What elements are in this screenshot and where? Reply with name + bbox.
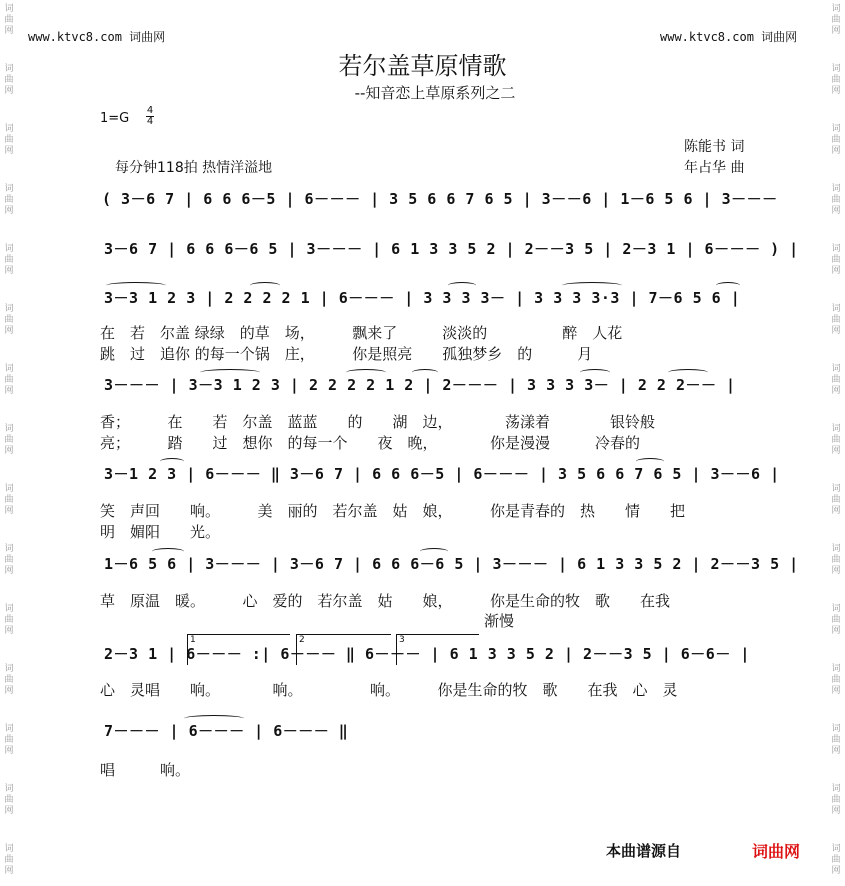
watermark-text: 词曲网 [4, 664, 14, 696]
slur [106, 282, 166, 289]
slow-down-marking: 渐慢 [484, 612, 515, 630]
score-line-5-verse-2: 明 媚阳 光。 [100, 523, 221, 541]
lyricist-credit: 陈能书 词 [684, 139, 745, 155]
watermark-text: 词曲网 [831, 304, 841, 336]
watermark-text: 词曲网 [4, 784, 14, 816]
watermark-text: 词曲网 [831, 184, 841, 216]
score-line-5-notes: 3－1 2 3 | 6－－－ ‖ 3－6 7 | 6 6 6－5 | 6－－－ | 3 5 6 6 7 6 5 | 3－－6 | [104, 465, 780, 483]
slur [580, 369, 610, 376]
watermark-text: 词曲网 [4, 4, 14, 36]
footer-source-label: 本曲谱源自 [606, 842, 682, 860]
slur [716, 282, 740, 289]
score-line-3-verse-1: 在 若 尔盖 绿绿 的草 场， 飘来了 淡淡的 醉 人花 [100, 324, 623, 342]
score-line-3-verse-2: 跳 过 追你 的每一个锅 庄， 你是照亮 孤独梦乡 的 月 [100, 345, 593, 363]
score-line-6-verse-1: 草 原温 暖。 心 爱的 若尔盖 姑 娘， 你是生命的牧 歌 在我 [100, 592, 671, 610]
score-line-8-notes: 7－－－ | 6－－－ | 6－－－ ‖ [104, 722, 349, 740]
key-signature: 1=G [100, 111, 130, 126]
volta-3: 3 [396, 634, 479, 665]
slur [346, 369, 386, 376]
slur [152, 548, 184, 555]
watermark-text: 词曲网 [4, 244, 14, 276]
score-line-4-verse-1: 香； 在 若 尔盖 蓝蓝 的 湖 边， 荡漾着 银铃般 [100, 413, 656, 431]
right-watermark-column [829, 0, 843, 886]
tempo-marking: 每分钟118拍 热情洋溢地 [115, 160, 273, 176]
slur [200, 369, 260, 376]
score-line-5-verse-1: 笑 声回 响。 美 丽的 若尔盖 姑 娘， 你是青春的 热 情 把 [100, 502, 686, 520]
watermark-text: 词曲网 [831, 604, 841, 636]
watermark-text: 词曲网 [4, 844, 14, 876]
slur [250, 282, 280, 289]
score-line-7-notes: 2－3 1 | 6－－－ :| 6－－－ ‖ 6－－－ | 6 1 3 3 5 2 | 2－－3 5 | 6－6－ | [104, 645, 750, 663]
time-signature-top: 4 [146, 105, 154, 116]
score-line-8-verse-1: 唱 响。 [100, 761, 191, 779]
time-signature [146, 106, 154, 127]
watermark-text: 词曲网 [4, 424, 14, 456]
watermark-text: 词曲网 [831, 544, 841, 576]
watermark-text: 词曲网 [831, 844, 841, 876]
slur [412, 369, 438, 376]
watermark-text: 词曲网 [4, 304, 14, 336]
score-line-4-notes: 3－－－ | 3－3 1 2 3 | 2 2 2 2 1 2 | 2－－－ | 3 3 3 3－ | 2 2 2－－ | [104, 376, 736, 394]
watermark-text: 词曲网 [831, 124, 841, 156]
song-subtitle: --知音恋上草原系列之二 [354, 84, 516, 102]
watermark-text: 词曲网 [831, 724, 841, 756]
watermark-text: 词曲网 [831, 64, 841, 96]
left-watermark-column [2, 0, 16, 886]
watermark-text: 词曲网 [831, 4, 841, 36]
watermark-text: 词曲网 [4, 484, 14, 516]
watermark-text: 词曲网 [4, 184, 14, 216]
site-url-right[interactable]: www.ktvc8.com 词曲网 [660, 30, 798, 44]
watermark-text: 词曲网 [4, 724, 14, 756]
watermark-text: 词曲网 [831, 244, 841, 276]
score-line-2-notes: 3－6 7 | 6 6 6－6 5 | 3－－－ | 6 1 3 3 5 2 | 2－－3 5 | 2－3 1 | 6－－－ ) | [104, 240, 799, 258]
watermark-text: 词曲网 [4, 64, 14, 96]
watermark-text: 词曲网 [4, 124, 14, 156]
slur [668, 369, 708, 376]
watermark-text: 词曲网 [4, 604, 14, 636]
score-line-3-notes: 3－3 1 2 3 | 2 2 2 2 1 | 6－－－ | 3 3 3 3－ | 3 3 3 3·3 | 7－6 5 6 | [104, 289, 741, 307]
composer-credit: 年占华 曲 [684, 160, 745, 176]
song-title: 若尔盖草原情歌 [338, 52, 507, 80]
score-line-4-verse-2: 亮； 踏 过 想你 的每一个 夜 晚， 你是漫漫 冷春的 [100, 434, 641, 452]
score-line-6-notes: 1－6 5 6 | 3－－－ | 3－6 7 | 6 6 6－6 5 | 3－－－ | 6 1 3 3 5 2 | 2－－3 5 | [104, 555, 799, 573]
volta-2: 2 [296, 634, 391, 665]
watermark-text: 词曲网 [831, 664, 841, 696]
time-signature-bottom: 4 [146, 116, 154, 127]
watermark-text: 词曲网 [4, 544, 14, 576]
slur [448, 282, 476, 289]
score-line-1-notes: ( 3－6 7 | 6 6 6－5 | 6－－－ | 3 5 6 6 7 6 5 | 3－－6 | 1－6 5 6 | 3－－－ [102, 190, 778, 208]
slur [420, 548, 448, 555]
site-url-left[interactable]: www.ktvc8.com 词曲网 [28, 30, 166, 44]
watermark-text: 词曲网 [831, 364, 841, 396]
slur [184, 715, 244, 722]
watermark-text: 词曲网 [4, 364, 14, 396]
watermark-text: 词曲网 [831, 484, 841, 516]
watermark-text: 词曲网 [831, 784, 841, 816]
score-line-7-verse-1: 心 灵唱 响。 响。 响。 你是生命的牧 歌 在我 心 灵 [100, 681, 678, 699]
footer-brand-link[interactable]: 词曲网 [752, 842, 801, 861]
slur [160, 458, 184, 465]
watermark-text: 词曲网 [831, 424, 841, 456]
volta-1: 1 [187, 634, 290, 665]
slur [562, 282, 622, 289]
slur [636, 458, 664, 465]
